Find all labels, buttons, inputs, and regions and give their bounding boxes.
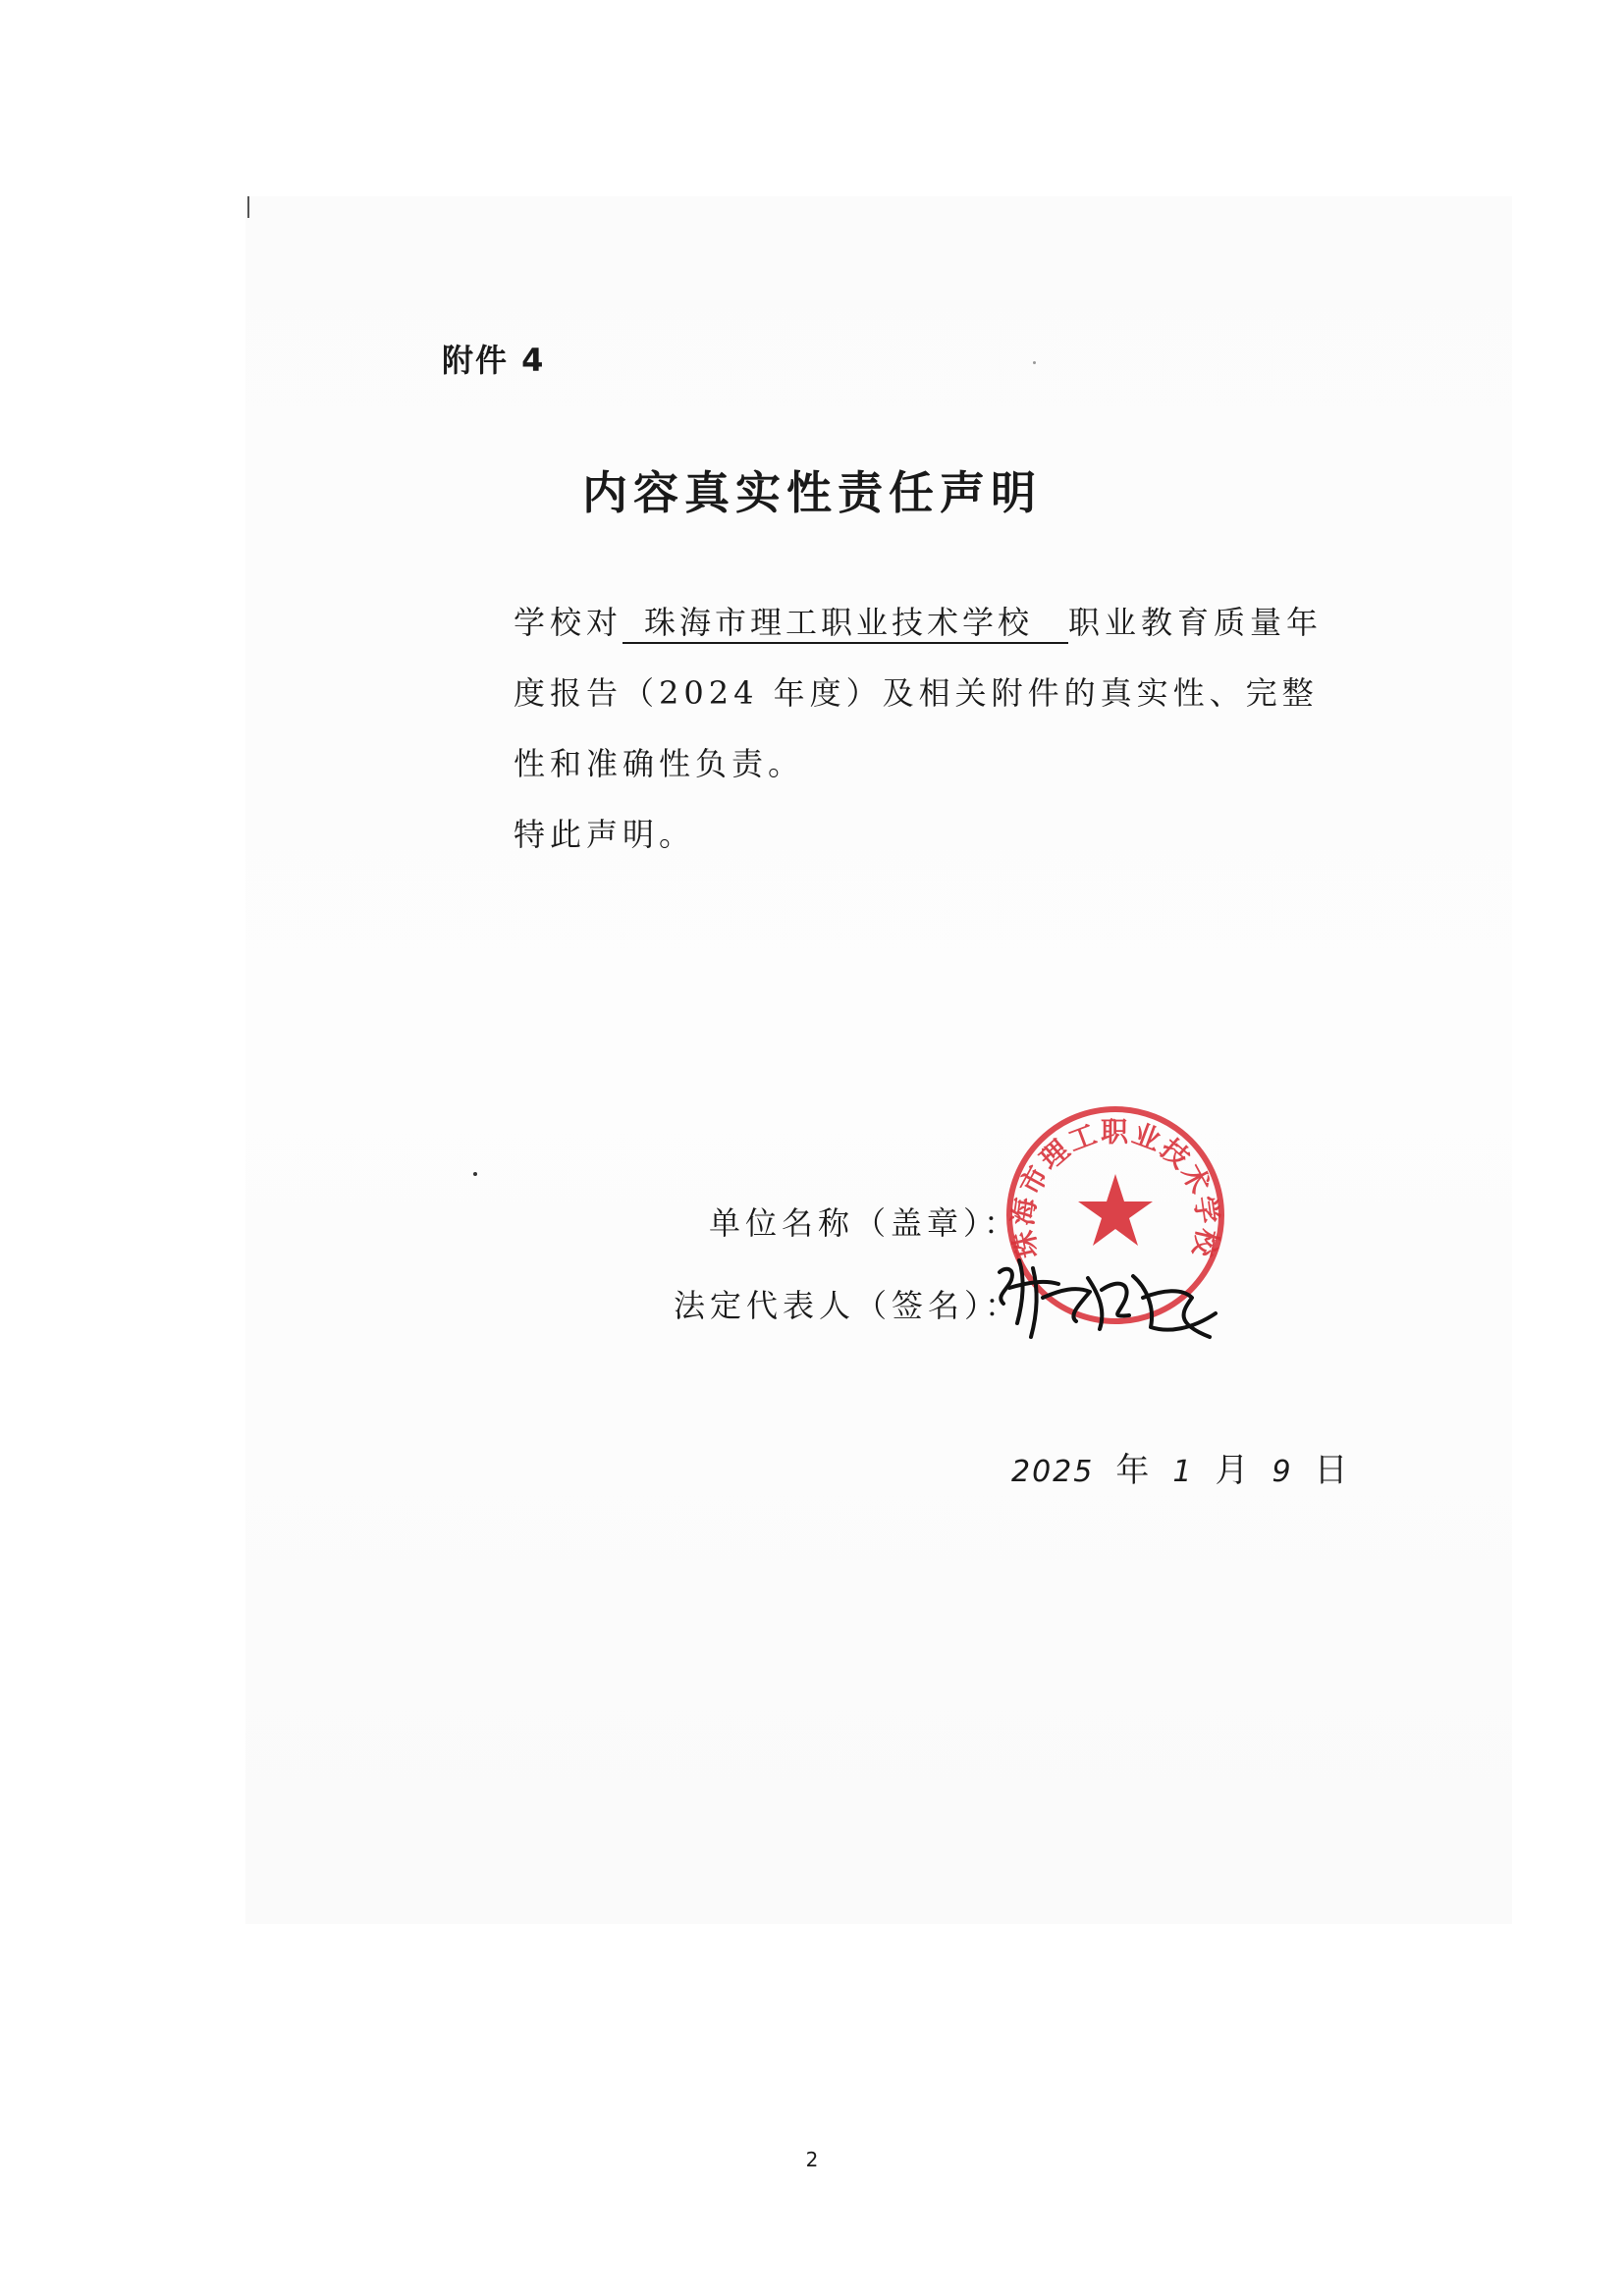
scan-edge-mark bbox=[247, 196, 249, 218]
date-day-unit: 日 bbox=[1314, 1451, 1350, 1490]
date-month: 1 bbox=[1172, 1455, 1194, 1489]
scanned-sheet bbox=[245, 196, 1512, 1924]
attachment-label: 附件 4 bbox=[442, 342, 546, 379]
date-day: 9 bbox=[1272, 1455, 1293, 1489]
scan-speck bbox=[1033, 361, 1036, 364]
closing-statement: 特此声明。 bbox=[514, 816, 696, 853]
paragraph-suffix: 职业教育质量年度报告（2024 年度）及相关附件的真实性、完整性和准确性负责。 bbox=[514, 604, 1324, 782]
star-icon bbox=[1078, 1174, 1153, 1246]
signing-date bbox=[1011, 1443, 1350, 1491]
declaration-paragraph bbox=[443, 587, 1326, 799]
legal-representative-label: 法定代表人（签名）： bbox=[674, 1287, 1022, 1324]
seal-text: 珠海市理工职业技术学校 bbox=[1005, 1115, 1225, 1262]
declaration-body bbox=[443, 587, 1326, 870]
signature-block bbox=[674, 1182, 1021, 1347]
unit-name-label: 单位名称（盖章）： bbox=[709, 1204, 1021, 1242]
paragraph-prefix: 学校对 bbox=[514, 604, 623, 641]
date-month-unit: 月 bbox=[1215, 1451, 1251, 1490]
scan-speck bbox=[473, 1172, 477, 1176]
date-year: 2025 bbox=[1011, 1455, 1095, 1489]
document-title: 内容真实性责任声明 bbox=[582, 466, 1042, 519]
page-number: 2 bbox=[805, 2148, 819, 2171]
date-year-unit: 年 bbox=[1115, 1451, 1152, 1490]
handwritten-signature bbox=[982, 1239, 1237, 1347]
school-name-field: 珠海市理工职业技术学校 bbox=[623, 603, 1068, 644]
